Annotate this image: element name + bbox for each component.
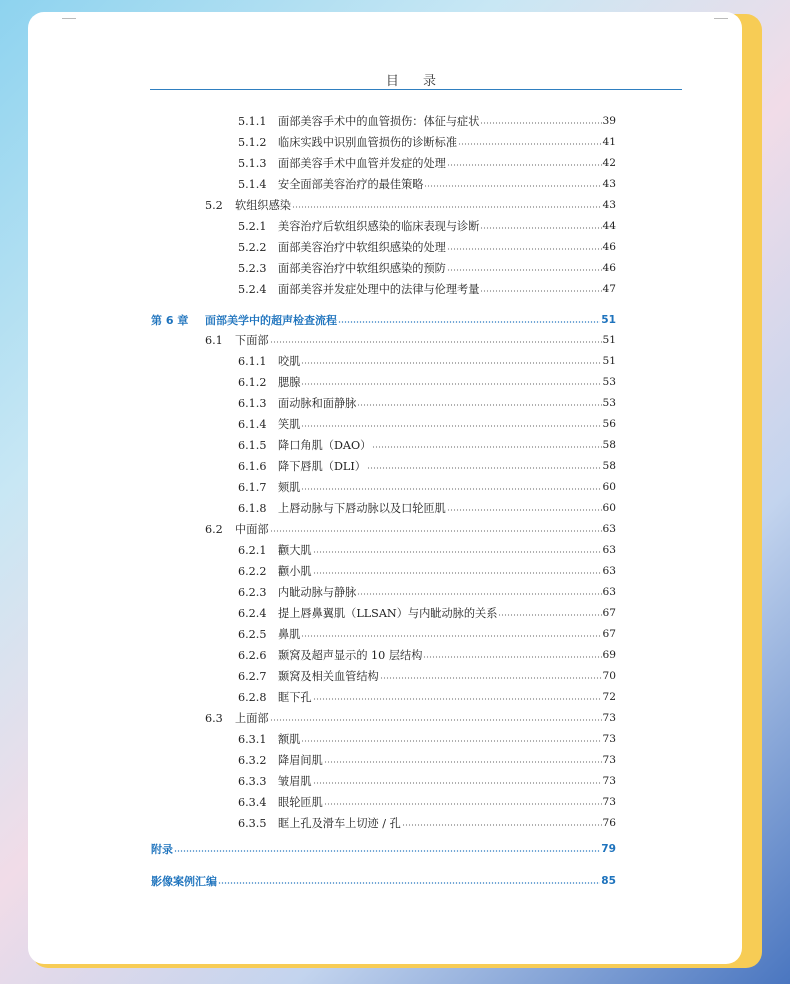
toc-entry-number: 6.3 (205, 711, 223, 725)
toc-entry[interactable] (238, 112, 616, 130)
toc-entry[interactable] (238, 604, 616, 622)
toc-entry-title: 颧小肌 (278, 565, 312, 578)
toc-entry[interactable] (238, 667, 616, 685)
toc-entry[interactable] (238, 436, 616, 454)
toc-entry-page-number: 73 (602, 796, 616, 808)
toc-entry-page-number: 47 (602, 283, 616, 295)
toc-entry-title: 降口角肌（DAO） (278, 439, 372, 452)
toc-entry-page-number: 46 (602, 262, 616, 274)
dot-leader (313, 781, 602, 785)
toc-entry[interactable] (238, 133, 616, 151)
toc-entry-page-number: 73 (602, 733, 616, 745)
toc-entry-title: 面部美学中的超声检查流程 (205, 314, 337, 327)
toc-entry[interactable] (238, 238, 616, 256)
toc-entry-number: 6.3.3 (238, 774, 267, 788)
toc-entry-number: 5.1.3 (238, 156, 267, 170)
dot-leader (292, 205, 602, 209)
dot-leader (480, 289, 601, 293)
dot-leader (458, 142, 602, 146)
toc-entry-number: 6.1.4 (238, 417, 267, 431)
toc-entry-number: 6.2.6 (238, 648, 267, 662)
toc-entry-page-number: 43 (602, 199, 616, 211)
toc-entry-page-number: 53 (602, 376, 616, 388)
dot-leader (402, 823, 602, 827)
toc-entry[interactable] (238, 625, 616, 643)
toc-entry-number: 6.1.6 (238, 459, 267, 473)
dot-leader (357, 403, 601, 407)
toc-entry-page-number: 41 (602, 136, 616, 148)
toc-entry-title: 眼轮匝肌 (278, 796, 323, 809)
toc-entry-title: 软组织感染 (235, 199, 291, 212)
toc-entry[interactable] (238, 793, 616, 811)
dot-leader (367, 466, 602, 470)
dot-leader (372, 445, 601, 449)
toc-entry-title: 面部美容手术中的血管损伤：体征与症状 (278, 115, 480, 128)
dot-leader (301, 382, 601, 386)
toc-entry[interactable] (238, 217, 616, 235)
toc-entry-number: 6.1.3 (238, 396, 267, 410)
toc-entry-number: 5.2.2 (238, 240, 267, 254)
toc-entry[interactable] (238, 772, 616, 790)
toc-entry-page-number: 67 (602, 607, 616, 619)
toc-entry-page-number: 76 (602, 817, 616, 829)
toc-entry[interactable] (238, 415, 616, 433)
toc-entry-title: 中面部 (235, 523, 269, 536)
toc-entry-page-number: 70 (602, 670, 616, 682)
dot-leader (480, 121, 601, 125)
dot-leader (301, 424, 601, 428)
toc-entry-page-number: 46 (602, 241, 616, 253)
toc-entry[interactable] (238, 259, 616, 277)
toc-entry-title: 笑肌 (278, 418, 301, 431)
toc-entry-number: 6.2.5 (238, 627, 267, 641)
dot-leader (324, 760, 602, 764)
toc-entry-page-number: 63 (602, 523, 616, 535)
toc-entry-title: 面部美容并发症处理中的法律与伦理考量 (278, 283, 480, 296)
toc-entry-title: 颧大肌 (278, 544, 312, 557)
toc-entry-number: 6.1.2 (238, 375, 267, 389)
dot-leader (480, 226, 601, 230)
toc-entry-title: 临床实践中识别血管损伤的诊断标准 (278, 136, 458, 149)
toc-entry-page-number: 73 (602, 775, 616, 787)
dot-leader (447, 268, 602, 272)
toc-entry-page-number: 56 (602, 418, 616, 430)
toc-entry-page-number: 43 (602, 178, 616, 190)
toc-entry[interactable] (151, 872, 616, 890)
toc-entry-page-number: 58 (602, 439, 616, 451)
dot-leader (498, 613, 601, 617)
toc-entry[interactable] (205, 196, 616, 214)
toc-entry-number: 6.2 (205, 522, 223, 536)
toc-entry[interactable] (238, 583, 616, 601)
toc-entry-title: 降下唇肌（DLI） (278, 460, 366, 473)
toc-entry-page-number: 63 (602, 544, 616, 556)
toc-entry[interactable] (238, 688, 616, 706)
toc-entry[interactable] (151, 840, 616, 858)
toc-entry[interactable] (238, 352, 616, 370)
dot-leader (301, 361, 601, 365)
dot-leader (270, 340, 602, 344)
dot-leader (324, 802, 602, 806)
toc-entry-page-number: 63 (602, 565, 616, 577)
toc-entry[interactable] (238, 154, 616, 172)
toc-entry[interactable] (238, 478, 616, 496)
toc-entry-title: 颏肌 (278, 481, 301, 494)
toc-entry-number: 6.2.2 (238, 564, 267, 578)
toc-entry-page-number: 73 (602, 754, 616, 766)
toc-entry[interactable] (238, 499, 616, 517)
toc-entry-number: 6.3.4 (238, 795, 267, 809)
toc-entry-page-number: 63 (602, 586, 616, 598)
toc-entry-page-number: 79 (601, 843, 616, 855)
toc-entry-title: 下面部 (235, 334, 269, 347)
dot-leader (424, 184, 601, 188)
toc-entry-page-number: 44 (602, 220, 616, 232)
toc-entry-title: 影像案例汇编 (151, 875, 217, 888)
dot-leader (301, 487, 601, 491)
toc-entry-number: 6.2.3 (238, 585, 267, 599)
toc-entry-page-number: 39 (602, 115, 616, 127)
toc-entry-page-number: 72 (602, 691, 616, 703)
toc-entry-page-number: 51 (602, 355, 616, 367)
toc-entry[interactable] (238, 646, 616, 664)
toc-entry-page-number: 60 (602, 502, 616, 514)
dot-leader (270, 529, 602, 533)
toc-entry-title: 面部美容治疗中软组织感染的预防 (278, 262, 446, 275)
toc-entry-number: 6.2.8 (238, 690, 267, 704)
toc-entry-number: 6.1.1 (238, 354, 267, 368)
toc-entry[interactable] (205, 520, 616, 538)
toc-entry-page-number: 58 (602, 460, 616, 472)
toc-entry-number: 5.1.4 (238, 177, 267, 191)
dot-leader (447, 163, 602, 167)
toc-entry-number: 6.3.1 (238, 732, 267, 746)
dot-leader (338, 320, 600, 324)
toc-entry[interactable] (238, 457, 616, 475)
toc-entry-page-number: 73 (602, 712, 616, 724)
toc-entry-number: 5.2 (205, 198, 223, 212)
toc-entry-page-number: 51 (602, 334, 616, 346)
dot-leader (313, 571, 602, 575)
toc-entry-number: 6.3.2 (238, 753, 267, 767)
toc-entry[interactable] (238, 175, 616, 193)
toc-entry[interactable] (151, 311, 616, 329)
dot-leader (313, 697, 602, 701)
toc-entry[interactable] (238, 280, 616, 298)
dot-leader (447, 247, 602, 251)
toc-entry-title: 上面部 (235, 712, 269, 725)
toc-entry-title: 颞窝及超声显示的 10 层结构 (278, 649, 423, 662)
page-title: 目 录 (385, 74, 447, 89)
toc-entry[interactable] (238, 751, 616, 769)
toc-entry-title: 额肌 (278, 733, 301, 746)
toc-entry-number: 第 6 章 (151, 314, 189, 327)
toc-entry[interactable] (205, 709, 616, 727)
toc-entry[interactable] (238, 730, 616, 748)
toc-entry-number: 5.2.3 (238, 261, 267, 275)
toc-entry-title: 附录 (151, 843, 173, 856)
toc-entry-page-number: 51 (601, 314, 616, 326)
dot-leader (270, 718, 602, 722)
toc-entry[interactable] (238, 373, 616, 391)
toc-entry[interactable] (205, 331, 616, 349)
toc-entry-title: 咬肌 (278, 355, 301, 368)
toc-entry-number: 6.1.8 (238, 501, 267, 515)
toc-entry-title: 面部美容手术中血管并发症的处理 (278, 157, 446, 170)
dot-leader (423, 655, 601, 659)
toc-entry-number: 6.2.7 (238, 669, 267, 683)
toc-entry-page-number: 67 (602, 628, 616, 640)
toc-entry-number: 6.1 (205, 333, 223, 347)
toc-entry-page-number: 60 (602, 481, 616, 493)
dot-leader (357, 592, 601, 596)
dot-leader (301, 739, 601, 743)
toc-entry-number: 6.2.1 (238, 543, 267, 557)
toc-entry-title: 面动脉和面静脉 (278, 397, 357, 410)
toc-entry-title: 美容治疗后软组织感染的临床表现与诊断 (278, 220, 480, 233)
toc-entry-page-number: 69 (602, 649, 616, 661)
toc-entry-page-number: 42 (602, 157, 616, 169)
toc-entry-title: 眶上孔及滑车上切迹 / 孔 (278, 817, 401, 830)
dot-leader (447, 508, 602, 512)
dot-leader (380, 676, 602, 680)
dot-leader (174, 849, 600, 853)
toc-entry-number: 6.3.5 (238, 816, 267, 830)
toc-entry-number: 6.1.5 (238, 438, 267, 452)
toc-entry-title: 鼻肌 (278, 628, 301, 641)
toc-entry-number: 5.2.4 (238, 282, 267, 296)
dot-leader (313, 550, 602, 554)
toc-entry-page-number: 85 (601, 875, 616, 887)
toc-entry-title: 内眦动脉与静脉 (278, 586, 357, 599)
toc-entry-number: 5.1.2 (238, 135, 267, 149)
toc-entry[interactable] (238, 541, 616, 559)
dot-leader (301, 634, 601, 638)
dot-leader (218, 881, 600, 885)
toc-entry-title: 降眉间肌 (278, 754, 323, 767)
toc-entry-title: 提上唇鼻翼肌（LLSAN）与内眦动脉的关系 (278, 607, 498, 620)
toc-entry[interactable] (238, 562, 616, 580)
toc-entry-title: 上唇动脉与下唇动脉以及口轮匝肌 (278, 502, 446, 515)
toc-entry-title: 眶下孔 (278, 691, 312, 704)
toc-entry-number: 6.1.7 (238, 480, 267, 494)
toc-entry-number: 6.2.4 (238, 606, 267, 620)
toc-entry-title: 面部美容治疗中软组织感染的处理 (278, 241, 446, 254)
toc-entry-title: 皱眉肌 (278, 775, 312, 788)
toc-entry[interactable] (238, 394, 616, 412)
toc-entry-page-number: 53 (602, 397, 616, 409)
toc-entry-number: 5.2.1 (238, 219, 267, 233)
toc-entry-number: 5.1.1 (238, 114, 267, 128)
toc-entry-title: 颞窝及相关血管结构 (278, 670, 379, 683)
toc-entry-title: 安全面部美容治疗的最佳策略 (278, 178, 424, 191)
toc-entry[interactable] (238, 814, 616, 832)
toc-entry-title: 腮腺 (278, 376, 301, 389)
